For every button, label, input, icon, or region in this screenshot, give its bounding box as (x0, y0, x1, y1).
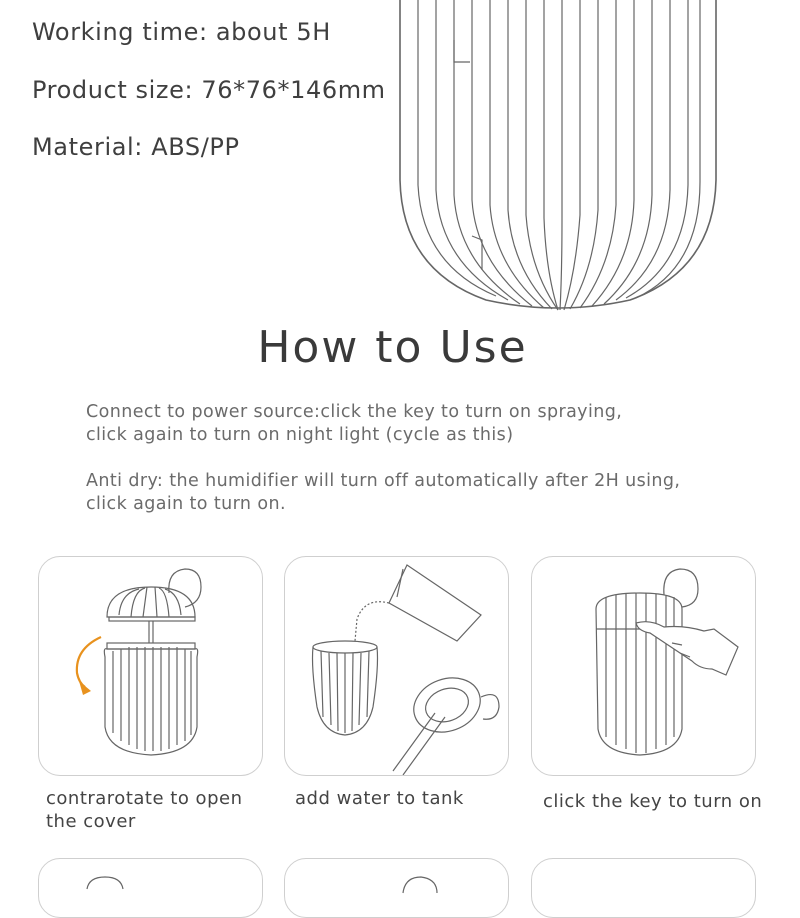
open-cover-illustration (39, 557, 263, 776)
step-card-open-cover (38, 556, 263, 776)
step-3-caption-line-1: click the key to turn on (543, 791, 763, 812)
how-to-use-title: How to Use (257, 322, 528, 373)
step-1-caption-line-1: contrarotate to open (46, 788, 243, 809)
instructions-anti-dry-line-2: click again to turn on. (86, 494, 286, 514)
step-card-5-partial (284, 858, 509, 918)
instructions-power-line-2: click again to turn on night light (cycle as this) (86, 425, 514, 445)
step-card-add-water (284, 556, 509, 776)
instructions-power-line-1: Connect to power source:click the key to turn on spraying, (86, 402, 623, 422)
step-1-caption (46, 787, 242, 833)
step-2-caption (295, 787, 464, 810)
spec-product-size: Product size: 76*76*146mm (32, 76, 386, 104)
step-card-press-key (531, 556, 756, 776)
add-water-illustration (285, 557, 509, 776)
step-card-4-partial (38, 858, 263, 918)
spec-working-time: Working time: about 5H (32, 18, 331, 46)
instructions-power (86, 401, 622, 447)
step-2-caption-line-1: add water to tank (295, 788, 464, 809)
spec-material: Material: ABS/PP (32, 133, 240, 161)
press-key-illustration (532, 557, 756, 776)
step-1-caption-line-2: the cover (46, 811, 136, 832)
humidifier-product-illustration (396, 0, 720, 312)
instructions-anti-dry-line-1: Anti dry: the humidifier will turn off automatically after 2H using, (86, 471, 681, 491)
instructions-anti-dry (86, 470, 680, 516)
step-card-6-partial (531, 858, 756, 918)
step-3-caption (543, 790, 762, 813)
